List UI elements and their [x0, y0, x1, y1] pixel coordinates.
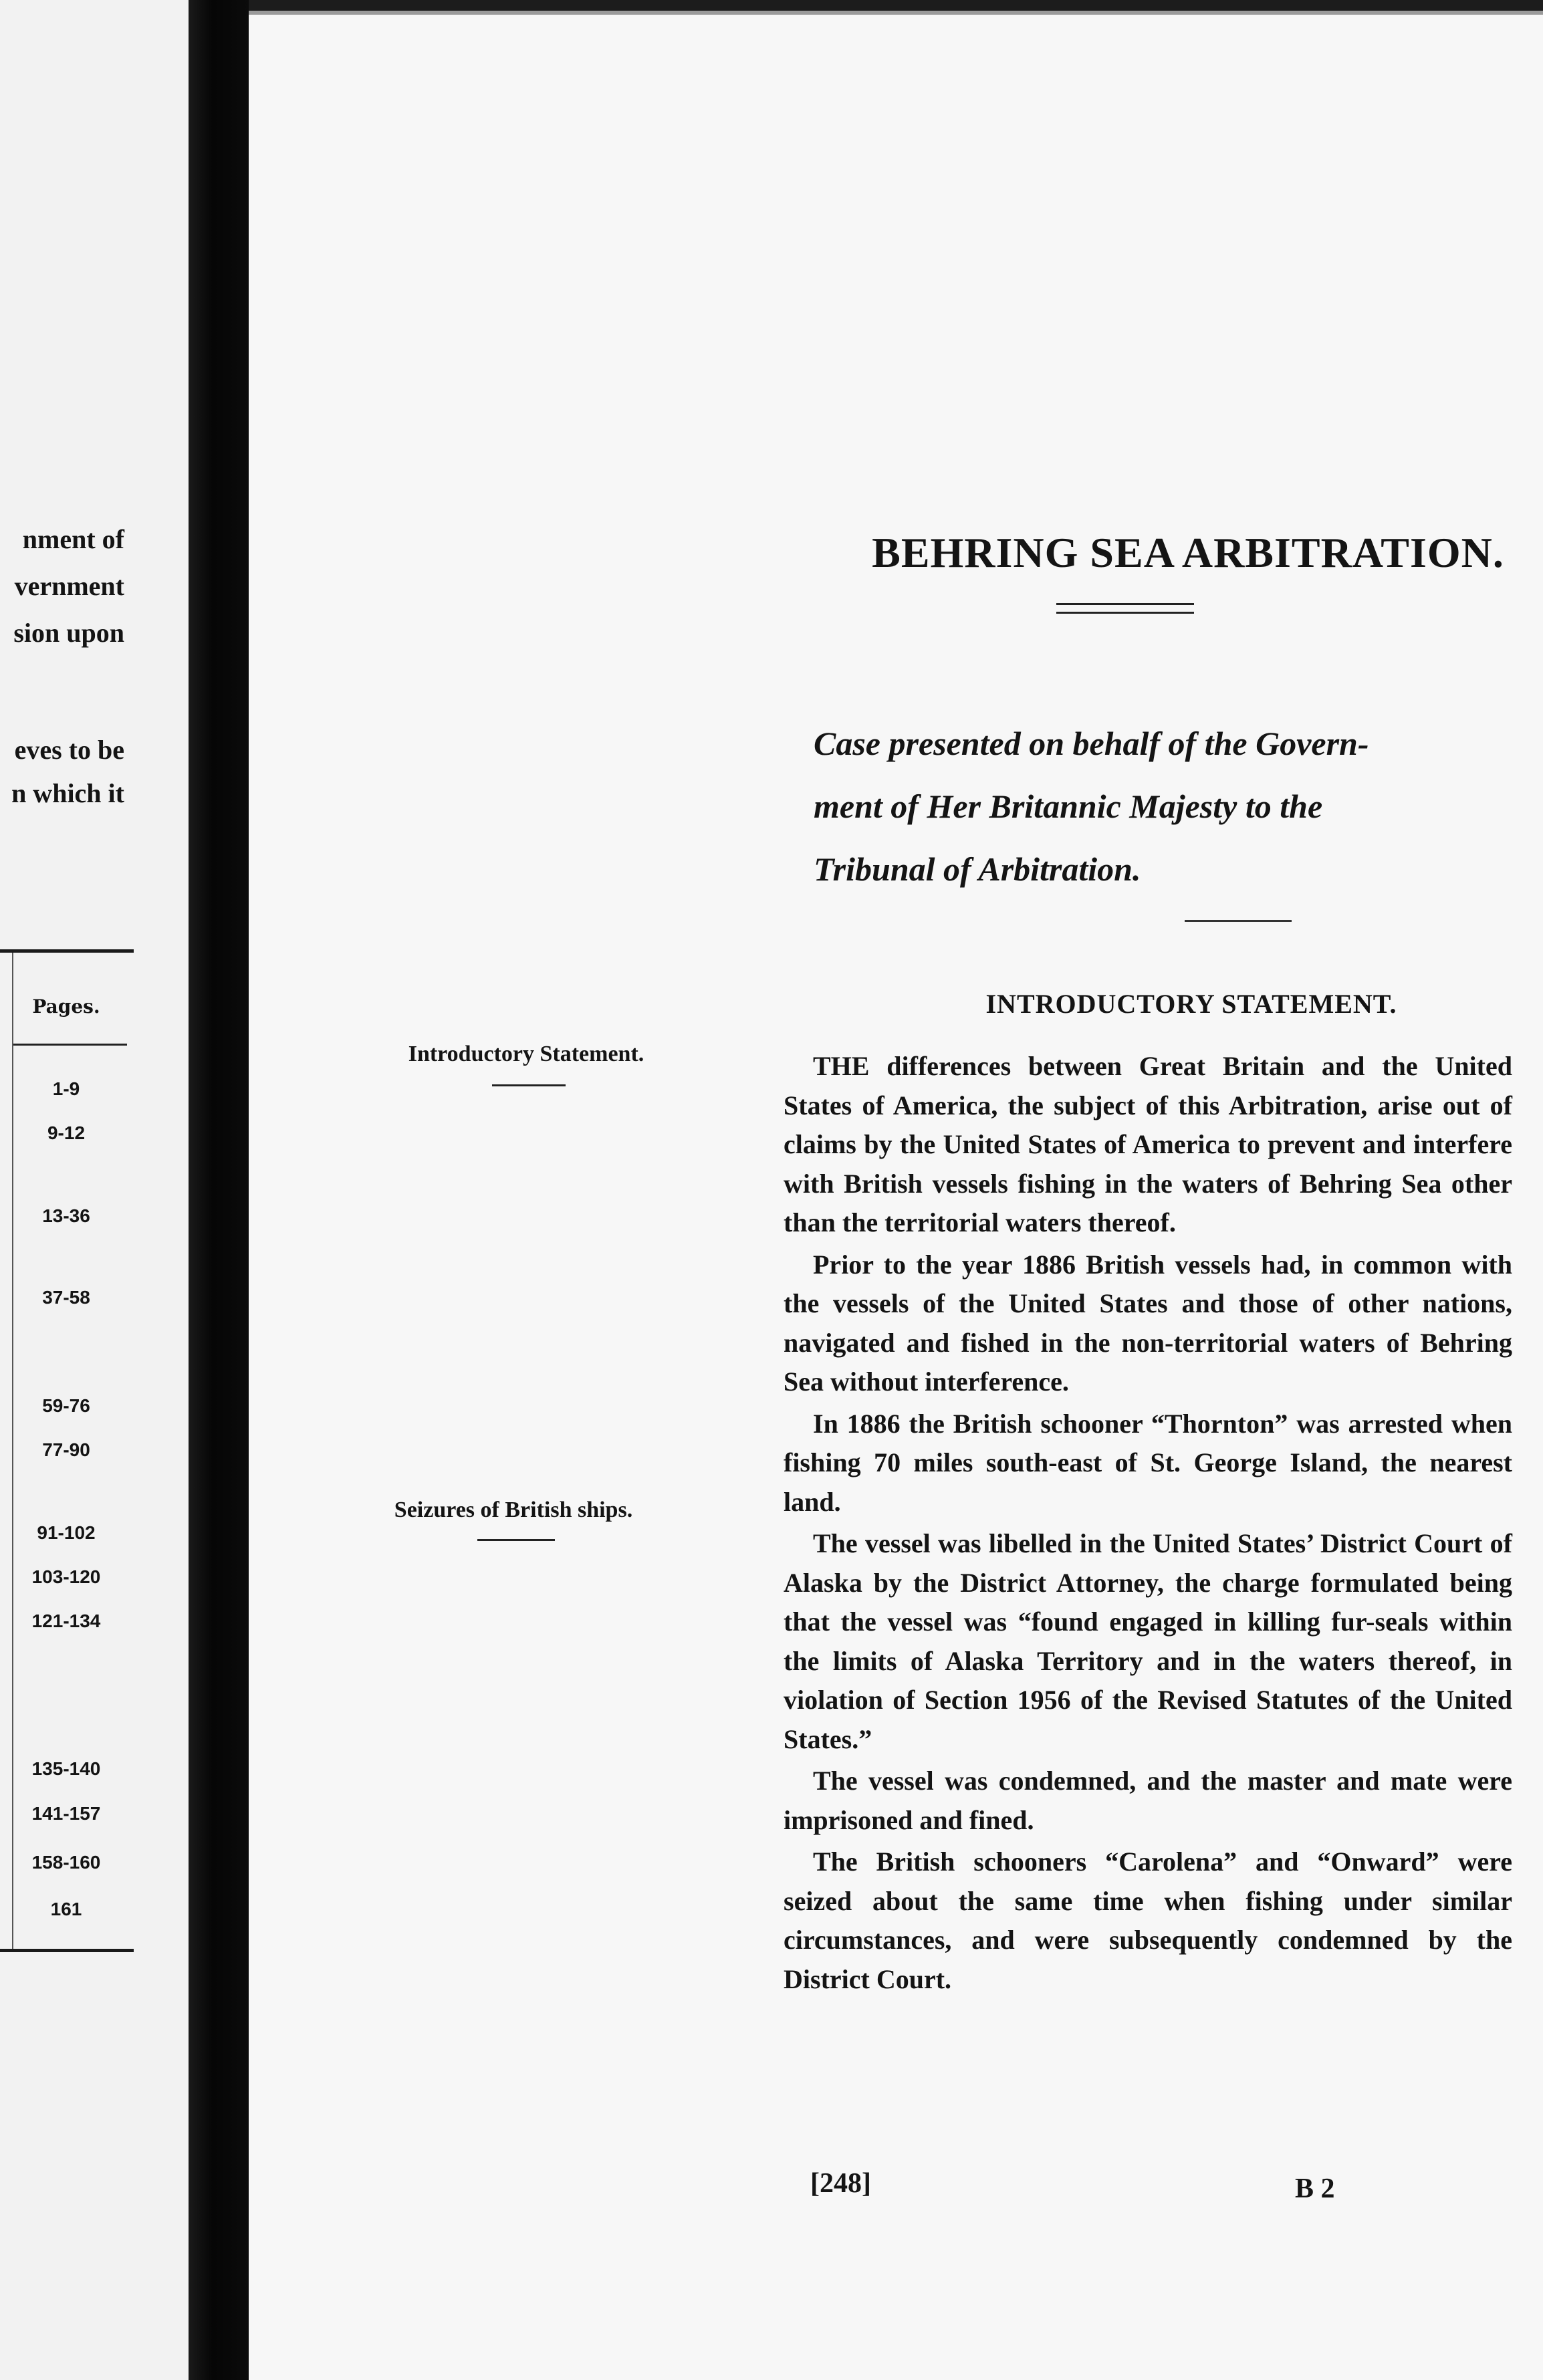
paragraph: The vessel was condemned, and the master and mate were imprisoned and fined.: [784, 1766, 1512, 1835]
page-range: 103-120: [31, 1566, 101, 1587]
subtitle-line: ment of Her Britannic Majesty to the: [814, 788, 1323, 825]
left-page-text-line: sion upon: [13, 618, 124, 648]
left-page-text-line: nment of: [22, 524, 124, 554]
main-page: [249, 0, 1543, 2380]
body-text: [784, 1047, 1512, 2002]
page-range: 59-76: [42, 1395, 90, 1416]
document-title: BEHRING SEA ARBITRATION.: [872, 529, 1504, 576]
paragraph: Prior to the year 1886 British vessels had, in common with the vessels of the United States and those of other nations, navigated and fished in the non-territorial waters of Behring Sea without interference.: [784, 1249, 1512, 1397]
page-range: 135-140: [31, 1758, 101, 1779]
page-range: 1-9: [52, 1078, 80, 1099]
left-page-text-line: vernment: [14, 571, 124, 601]
section-heading: INTRODUCTORY STATEMENT.: [985, 989, 1397, 1019]
table-rule: [12, 953, 13, 1949]
page-range: 141-157: [31, 1803, 101, 1824]
margin-note-rule: [477, 1539, 555, 1541]
margin-note-rule: [492, 1084, 566, 1086]
paragraph: The British schooners “Carolena” and “Onward” were seized about the same time when fishing under similar circumstances, and were subsequently condemned by the District Court.: [784, 1847, 1512, 1994]
margin-note-introductory: Introductory Statement.: [408, 1042, 644, 1066]
page-range: 37-58: [42, 1287, 90, 1308]
table-header-rule: [13, 1044, 127, 1046]
document-subtitle: [814, 712, 1522, 901]
page-range: 77-90: [42, 1439, 90, 1460]
title-double-rule: [1056, 603, 1194, 614]
table-header: Pages.: [32, 995, 100, 1018]
page-range: 158-160: [31, 1852, 101, 1873]
page-top-edge: [249, 0, 1543, 11]
page-range: 13-36: [42, 1205, 90, 1226]
page-top-edge-shadow: [249, 11, 1543, 15]
gathering-mark: B 2: [1295, 2173, 1335, 2204]
left-page-text-line: n which it: [11, 778, 124, 808]
subtitle-line: Tribunal of Arbitration.: [814, 850, 1141, 888]
margin-note-seizures: Seizures of British ships.: [394, 1498, 633, 1522]
left-page: [0, 0, 189, 2380]
subtitle-rule: [1185, 920, 1292, 922]
left-page-text-line: eves to be: [14, 735, 124, 765]
book-gutter: [189, 0, 249, 2380]
subtitle-line: Case presented on behalf of the Govern-: [814, 725, 1369, 762]
page-range: 91-102: [37, 1522, 96, 1543]
signature-mark: [248]: [810, 2168, 871, 2199]
pages-table: [0, 949, 134, 1952]
page-range: 121-134: [31, 1611, 101, 1631]
page-range: 161: [50, 1899, 82, 1919]
paragraph: In 1886 the British schooner “Thornton” was arrested when fishing 70 miles south-east of St. George Island, the nearest land.: [784, 1408, 1512, 1517]
paragraph: THE differences between Great Britain and the United States of America, the subject of this Arbitration, arise out of claims by the United States of America to prevent and interfere with British vessels fishing in the waters of Behring Sea other than the territorial waters thereof.: [784, 1051, 1512, 1237]
paragraph: The vessel was libelled in the United States’ District Court of Alaska by the District Attorney, the charge formulated being that the vessel was “found engaged in killing fur-seals within the limits of Alaska Territory and in the waters thereof, in violation of Section 1956 of the Revised Statutes of the United States.”: [784, 1528, 1512, 1754]
page-range: 9-12: [47, 1122, 86, 1143]
